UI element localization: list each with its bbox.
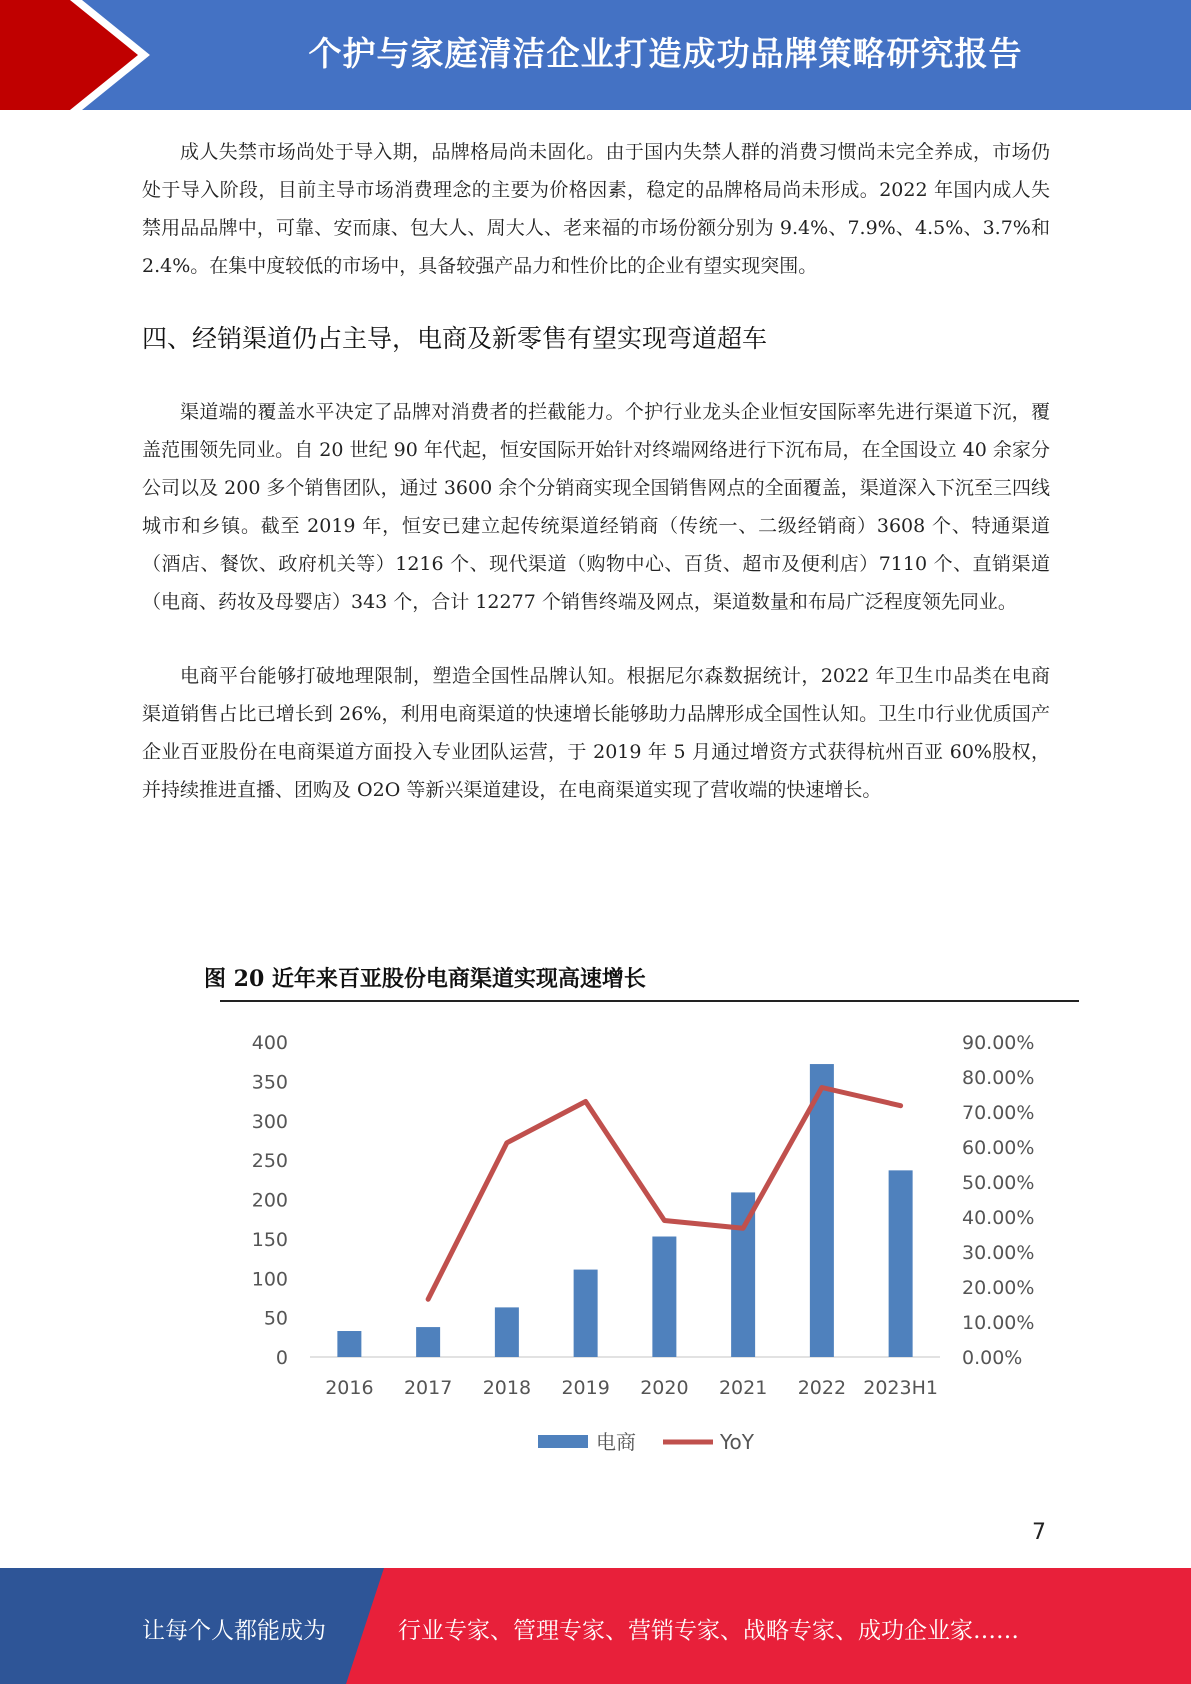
bar-ecommerce — [416, 1327, 440, 1357]
y-right-tick-label: 10.00% — [962, 1312, 1035, 1334]
y-right-tick-label: 60.00% — [962, 1137, 1035, 1159]
y-right-tick-label: 20.00% — [962, 1277, 1035, 1299]
legend-label-ecommerce: 电商 — [596, 1430, 636, 1454]
paragraph-ecommerce: 电商平台能够打破地理限制，塑造全国性品牌认知。根据尼尔森数据统计，2022 年卫生巾品类在电商渠道销售占比已增长到 26%，利用电商渠道的快速增长能够助力品牌形成全国性认知。卫生巾行业优质国产企业百亚股份在电商渠道方面投入专业团队运营，于 2019 年 5 月通过增资方式获得杭州百亚 60%股权，并持续推进直播、团购及 O2O 等新兴渠道建设，在电商渠道实现了营收端的快速增长。 — [142, 665, 1050, 801]
section-heading: 四、经销渠道仍占主导，电商及新零售有望实现弯道超车 — [142, 324, 768, 353]
legend-label-yoy: YoY — [720, 1430, 755, 1454]
report-title: 个护与家庭清洁企业打造成功品牌策略研究报告 — [308, 34, 1023, 73]
x-tick-label: 2023H1 — [863, 1377, 938, 1399]
y-right-tick-label: 30.00% — [962, 1242, 1035, 1264]
x-tick-label: 2016 — [325, 1377, 374, 1399]
page-number: 7 — [1032, 1520, 1046, 1545]
bar-ecommerce — [889, 1170, 913, 1357]
y-right-tick-label: 40.00% — [962, 1207, 1035, 1229]
header-arrow-decoration — [0, 0, 160, 110]
y-left-tick-label: 300 — [251, 1110, 288, 1133]
x-tick-label: 2020 — [640, 1377, 689, 1399]
paragraph-distribution-channels: 渠道端的覆盖水平决定了品牌对消费者的拦截能力。个护行业龙头企业恒安国际率先进行渠道下沉，覆盖范围领先同业。自 20 世纪 90 年代起，恒安国际开始针对终端网络进行下沉布局，在全国设立 40 余家分公司以及 200 多个销售团队，通过 3600 余个分销商实现全国销售网点的全面覆盖，渠道深入下沉至三四线城市和乡镇。截至 2019 年，恒安已建立起传统渠道经销商（传统一、二级经销商）3608 个、特通渠道（酒店、餐饮、政府机关等）1216 个、现代渠道（购物中心、百货、超市及便利店）7110 个、直销渠道（电商、药妆及母婴店）343 个，合计 12277 个销售终端及网点，渠道数量和布局广泛程度领先同业。 — [142, 401, 1050, 613]
y-right-tick-label: 90.00% — [962, 1032, 1035, 1054]
y-left-tick-label: 150 — [251, 1228, 288, 1251]
y-right-tick-label: 0.00% — [962, 1347, 1023, 1369]
legend-swatch-ecommerce — [538, 1435, 588, 1448]
x-tick-label: 2022 — [797, 1377, 847, 1399]
ecommerce-growth-chart — [220, 1005, 1080, 1480]
page-header — [0, 0, 1191, 110]
bar-ecommerce — [652, 1237, 676, 1357]
y-right-tick-label: 70.00% — [962, 1102, 1035, 1124]
y-right-tick-label: 80.00% — [962, 1067, 1035, 1089]
y-left-tick-label: 50 — [263, 1307, 288, 1330]
main-content — [142, 133, 1050, 809]
y-left-tick-label: 400 — [251, 1032, 288, 1054]
y-left-tick-label: 350 — [251, 1071, 288, 1094]
bar-ecommerce — [574, 1270, 598, 1357]
x-tick-label: 2018 — [482, 1377, 532, 1399]
figure-title: 图 20 近年来百亚股份电商渠道实现高速增长 — [204, 966, 646, 992]
figure-title-rule — [220, 1000, 1079, 1002]
footer-slogan-left: 让每个人都能成为 — [142, 1618, 326, 1644]
bar-ecommerce — [495, 1307, 519, 1357]
y-right-tick-label: 50.00% — [962, 1172, 1035, 1194]
footer-slogan-right: 行业专家、管理专家、营销专家、战略专家、成功企业家…… — [398, 1618, 1019, 1644]
y-left-tick-label: 0 — [275, 1347, 288, 1369]
x-tick-label: 2021 — [718, 1377, 768, 1399]
x-tick-label: 2017 — [403, 1377, 453, 1399]
paragraph-adult-incontinence: 成人失禁市场尚处于导入期，品牌格局尚未固化。由于国内失禁人群的消费习惯尚未完全养成，市场仍处于导入阶段，目前主导市场消费理念的主要为价格因素，稳定的品牌格局尚未形成。2022 年国内成人失禁用品品牌中，可靠、安而康、包大人、周大人、老来福的市场份额分别为 9.4%、7.9%、4.5%、3.7%和 2.4%。在集中度较低的市场中，具备较强产品力和性价比的企业有望实现突围。 — [142, 141, 1050, 277]
y-left-tick-label: 250 — [251, 1150, 288, 1173]
bar-ecommerce — [337, 1331, 361, 1357]
y-left-tick-label: 200 — [251, 1189, 288, 1212]
y-left-tick-label: 100 — [251, 1268, 288, 1291]
bar-ecommerce — [810, 1064, 834, 1357]
x-tick-label: 2019 — [561, 1377, 610, 1399]
